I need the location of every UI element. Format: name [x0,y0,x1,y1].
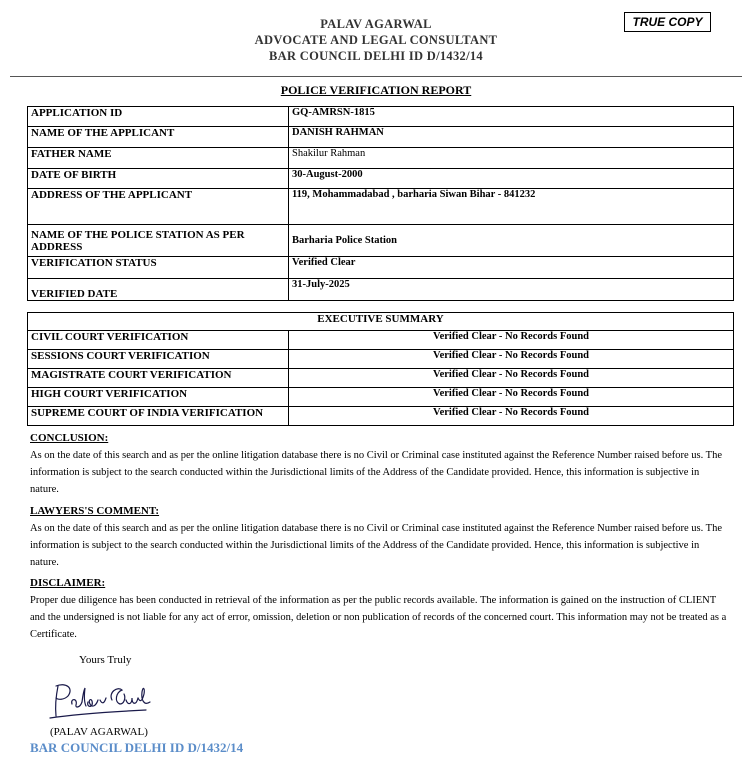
table-row [28,388,734,407]
detail-value: 119, Mohammadabad , barharia Siwan Bihar - 841232 [289,189,734,225]
summary-value: Verified Clear - No Records Found [289,369,734,388]
true-copy-stamp: TRUE COPY [624,12,711,32]
detail-label: NAME OF THE APPLICANT [28,127,289,148]
footer-bar-council-id: BAR COUNCIL DELHI ID D/1432/14 [30,740,244,755]
detail-label: DATE OF BIRTH [28,169,289,189]
summary-value: Verified Clear - No Records Found [289,350,734,369]
table-row [28,107,734,127]
summary-value: Verified Clear - No Records Found [289,331,734,350]
detail-value: 30-August-2000 [289,169,734,189]
lawyers-comment-text: As on the date of this search and as per the online litigation database there is no Civil or Criminal case instituted against the Reference Number raised before us. The information is subject to the search conducted within the Jurisdictional limits of the Address of the Candidate provided. Hence, this information is subjective in nature. [30,523,723,568]
advocate-name: PALAV AGARWAL [320,17,432,31]
table-row [28,225,734,257]
conclusion-heading: CONCLUSION: [30,432,109,444]
lawyers-comment-section [30,503,728,571]
applicant-details-table [27,106,734,301]
detail-value: GQ-AMRSN-1815 [289,107,734,127]
table-row [28,279,734,301]
bar-council-id: BAR COUNCIL DELHI ID D/1432/14 [269,49,483,63]
summary-label: MAGISTRATE COURT VERIFICATION [28,369,289,388]
detail-value: Verified Clear [289,257,734,279]
table-row [28,127,734,148]
detail-label: ADDRESS OF THE APPLICANT [28,189,289,225]
lawyers-comment-heading: LAWYERS'S COMMENT: [30,505,160,517]
summary-label: SESSIONS COURT VERIFICATION [28,350,289,369]
detail-value: Barharia Police Station [289,225,734,257]
detail-label: NAME OF THE POLICE STATION AS PER ADDRESS [28,225,289,257]
signature-image [46,678,156,724]
disclaimer-text: Proper due diligence has been conducted in retrieval of the information as per the public records available. The information is gained on the instruction of CLIENT and the undersigned is not liable for any act of error, omission, deletion or non publication of records of the concerned court. This information may not be treated as a Certificate. [30,595,727,640]
summary-label: SUPREME COURT OF INDIA VERIFICATION [28,407,289,426]
detail-value: 31-July-2025 [289,279,734,301]
summary-label: HIGH COURT VERIFICATION [28,388,289,407]
advocate-title: ADVOCATE AND LEGAL CONSULTANT [254,33,498,47]
summary-value: Verified Clear - No Records Found [289,407,734,426]
disclaimer-heading: DISCLAIMER: [30,577,106,589]
table-row [28,407,734,426]
summary-heading: EXECUTIVE SUMMARY [28,313,734,331]
conclusion-text: As on the date of this search and as per the online litigation database there is no Civil or Criminal case instituted against the Reference Number raised before us. The information is subject to the search conducted within the Jurisdictional limits of the Address of the Candidate provided. Hence, this information is subjective in nature. [30,450,723,495]
executive-summary-table [27,312,734,426]
disclaimer-section [30,575,728,643]
table-row [28,369,734,388]
table-row [28,257,734,279]
summary-value: Verified Clear - No Records Found [289,388,734,407]
detail-value: Shakilur Rahman [289,148,734,169]
detail-label: APPLICATION ID [28,107,289,127]
closing-salutation: Yours Truly [79,654,132,666]
detail-label: FATHER NAME [28,148,289,169]
signatory-name: (PALAV AGARWAL) [50,726,148,738]
table-row [28,148,734,169]
detail-label: VERIFIED DATE [28,279,289,301]
header-divider [10,76,742,77]
detail-label: VERIFICATION STATUS [28,257,289,279]
detail-value: DANISH RAHMAN [289,127,734,148]
report-title: POLICE VERIFICATION REPORT [280,83,472,97]
table-row [28,350,734,369]
table-row [28,189,734,225]
table-row [28,331,734,350]
table-row [28,313,734,331]
summary-label: CIVIL COURT VERIFICATION [28,331,289,350]
table-row [28,169,734,189]
conclusion-section [30,430,728,498]
